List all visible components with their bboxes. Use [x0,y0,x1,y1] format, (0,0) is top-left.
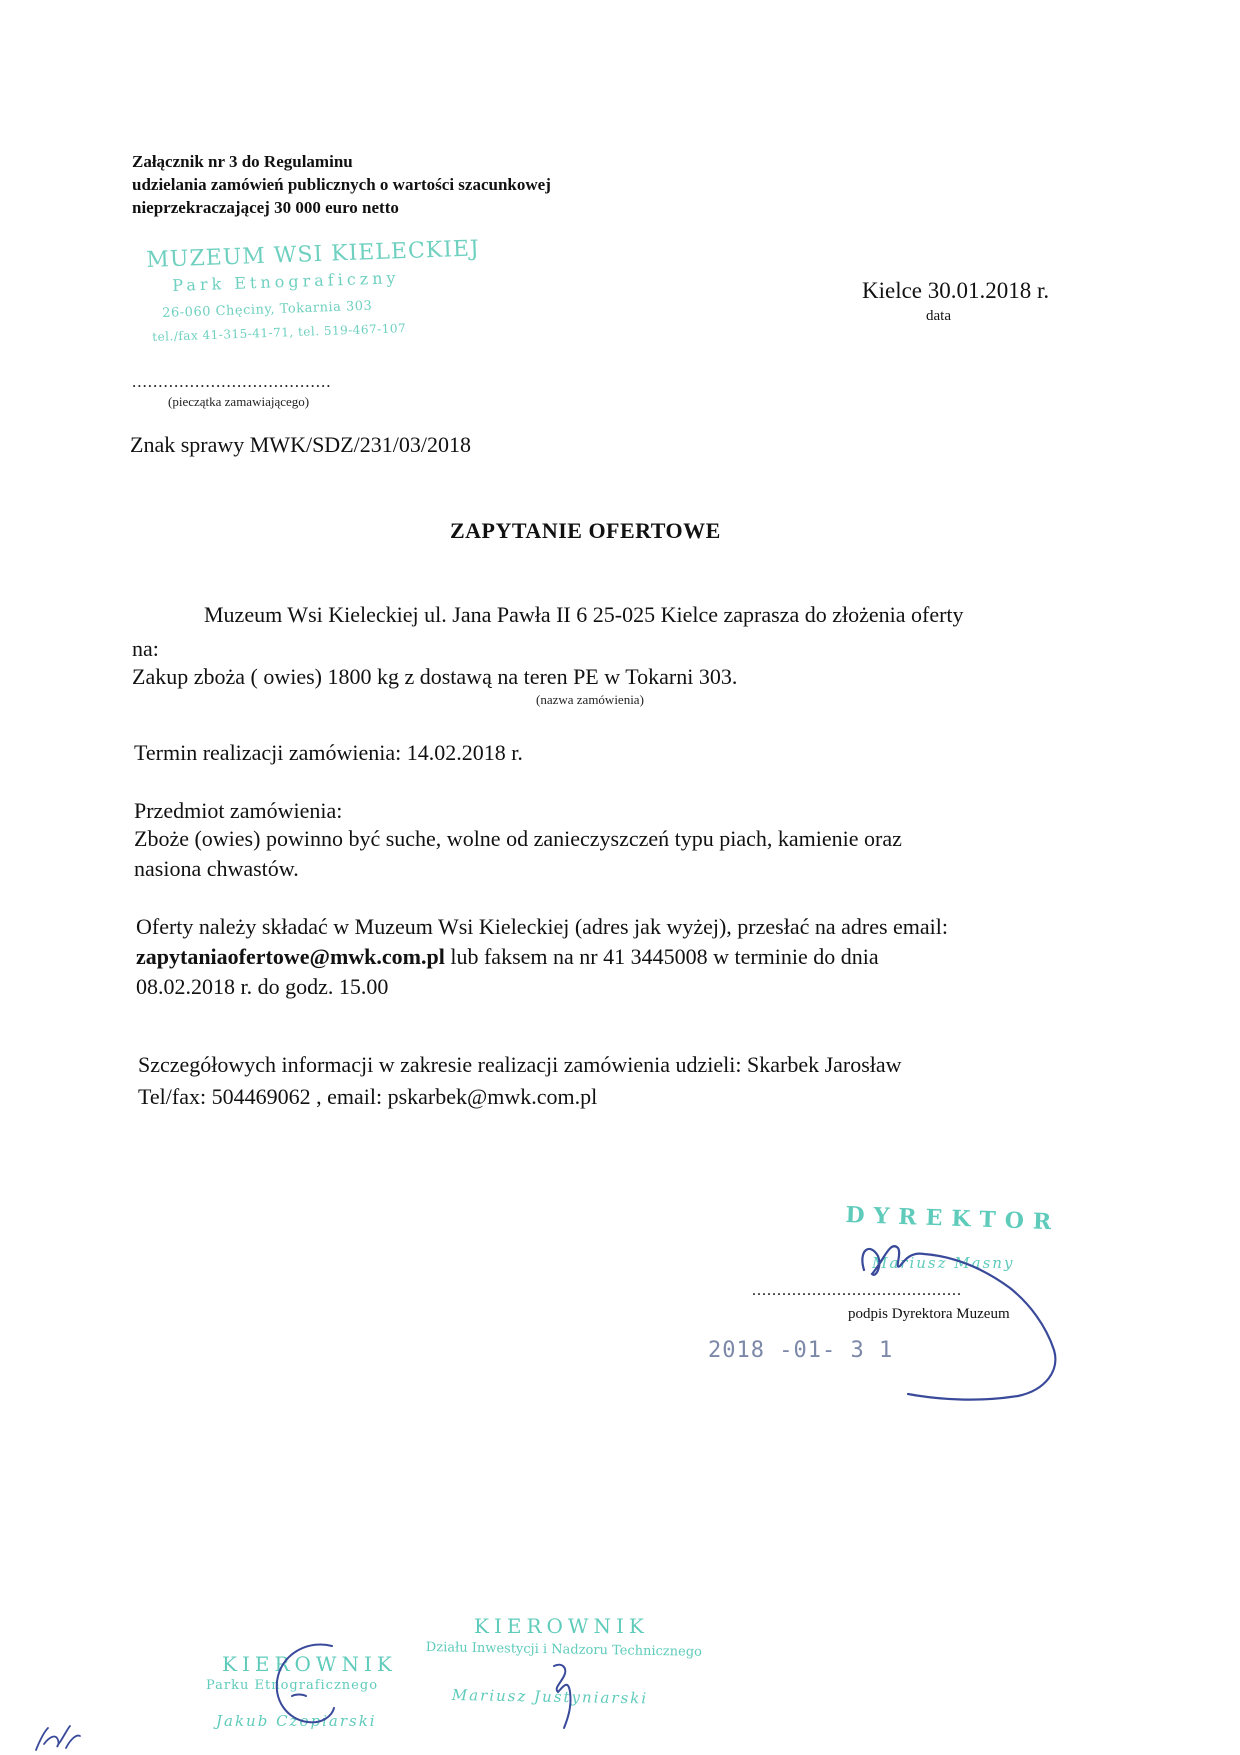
subject-heading: Przedmiot zamówienia: [134,798,343,823]
offers-line-2 [136,944,879,970]
intro-line-1: Muzeum Wsi Kieleckiej ul. Jana Pawła II 6 25-025 Kielce zaprasza do złożenia oferty [204,602,964,627]
manager-1-stamp-unit: Parku Etnograficznego [206,1678,379,1693]
offers-line-3: 08.02.2018 r. do godz. 15.00 [136,974,389,999]
manager-2-stamp-unit: Działu Inwestycji i Nadzoru Technicznego [425,1640,703,1660]
stamp-dotted-line: ...................................... [132,372,332,391]
signature-caption: podpis Dyrektora Muzeum [848,1306,1010,1322]
director-stamp-title: DYREKTOR [845,1202,1061,1236]
stamp-park: Park Etnograficzny [172,268,400,295]
subject-line-2: nasiona chwastów. [134,856,299,881]
header-line-2: udzielania zamówień publicznych o wartości szacunkowej [132,175,551,194]
document-date: Kielce 30.01.2018 r. [862,278,1050,303]
manager-2-signature-icon [534,1658,594,1738]
document-title: ZAPYTANIE OFERTOWE [450,518,721,543]
case-number: Znak sprawy MWK/SDZ/231/03/2018 [130,432,471,457]
manager-1-stamp-title: KIEROWNIK [222,1652,397,1676]
manager-1-signature-icon [262,1636,372,1736]
offers-line-2-rest: lub faksem na nr 41 3445008 w terminie do dnia [444,944,879,969]
offers-line-1: Oferty należy składać w Muzeum Wsi Kieleckiej (adres jak wyżej), przesłać na adres email: [136,914,949,939]
stamp-caption: (pieczątka zamawiającego) [168,394,310,409]
attachment-header [132,150,551,219]
contact-line-2: Tel/fax: 504469062 , email: pskarbek@mwk.com.pl [138,1084,598,1109]
manager-1-stamp-name: Jakub Czopiarski [216,1712,377,1730]
completion-deadline: Termin realizacji zamówienia: 14.02.2018 r. [134,740,523,765]
stamp-address: 26-060 Chęciny, Tokarnia 303 [162,298,373,321]
order-name: Zakup zboża ( owies) 1800 kg z dostawą na teren PE w Tokarni 303. [132,664,738,689]
subject-line-1: Zboże (owies) powinno być suche, wolne od zanieczyszczeń typu piach, kamienie oraz [134,826,902,851]
manager-2-stamp-name: Mariusz Justyniarski [451,1686,649,1708]
initials-icon [30,1720,90,1755]
stamp-organization: MUZEUM WSI KIELECKIEJ [146,236,481,273]
director-stamp-name: Mariusz Masny [872,1254,1015,1272]
stamp-phone: tel./fax 41-315-41-71, tel. 519-467-107 [152,321,407,344]
date-caption: data [926,308,951,324]
director-signature-icon [850,1230,1070,1410]
header-line-1: Załącznik nr 3 do Regulaminu [132,152,353,171]
offers-email-link[interactable]: zapytaniaofertowe@mwk.com.pl [136,944,445,969]
intro-line-2: na: [132,636,159,661]
manager-2-stamp-title: KIEROWNIK [474,1614,649,1638]
order-name-caption: (nazwa zamówienia) [536,692,644,707]
contact-line-1: Szczegółowych informacji w zakresie realizacji zamówienia udzieli: Skarbek Jarosław [138,1052,902,1077]
received-date-stamp: 2018 -01- 3 1 [708,1338,894,1363]
signature-dotted-line: .......................................... [752,1282,962,1299]
header-line-3: nieprzekraczającej 30 000 euro netto [132,198,399,217]
